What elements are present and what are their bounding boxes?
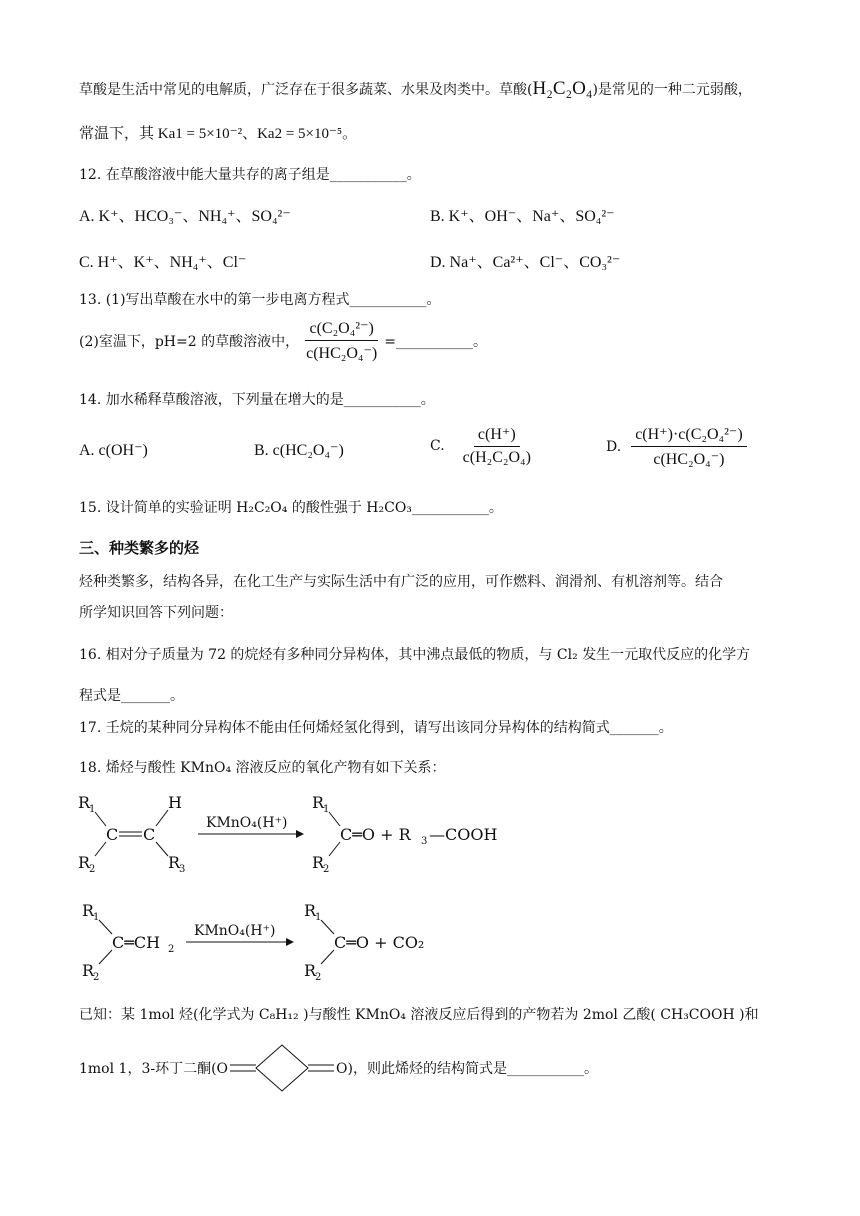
svg-text:R: R (304, 961, 317, 980)
svg-text:1: 1 (323, 804, 330, 815)
q14-option-b: B. c(HC₂O₄⁻) (254, 442, 344, 459)
reaction-1-scheme (74, 790, 514, 875)
q14-option-a: A. c(OH⁻) (79, 442, 148, 459)
section-title: 三、种类繁多的烃 (79, 539, 200, 557)
q16-line2: 程式是_______。 (79, 688, 184, 704)
q12-option-a: A. K⁺、HCO₃⁻、NH₄⁺、SO₄²⁻ (79, 208, 291, 225)
svg-text:R: R (304, 901, 317, 920)
c2-label: C (143, 825, 156, 844)
q14-d-den: c(HC₂O₄⁻) (653, 451, 725, 468)
r3-label: R (168, 853, 181, 872)
r2-reagent: KMnO₄(H⁺) (194, 923, 276, 939)
q13-numerator: c(C₂O₄²⁻) (305, 318, 377, 341)
q17-stem: 17. 壬烷的某种同分异构体不能由任何烯烃氢化得到，请写出该同分异构体的结构简式_______。 (79, 720, 673, 736)
q13-part2 (79, 318, 487, 363)
c1-label: C (106, 825, 119, 844)
q18-known-2b: O)，则此烯烃的结构简式是___________。 (336, 1061, 598, 1077)
svg-text:R: R (82, 961, 95, 980)
h-label: H (168, 793, 182, 812)
q14-c-den: c(H₂C₂O₄) (462, 449, 531, 466)
cyclobutanedione-structure (230, 1043, 334, 1093)
q18-stem: 18. 烯烃与酸性 KMnO₄ 溶液反应的氧化产物有如下关系： (79, 760, 446, 776)
q18-known-1: 已知：某 1mol 烃(化学式为 C₈H₁₂ )与酸性 KMnO₄ 溶液反应后得到的产物若为 2mol 乙酸( CH₃COOH )和 (79, 1007, 759, 1023)
q13-part1: 13. (1)写出草酸在水中的第一步电离方程式___________。 (79, 292, 441, 308)
q12-option-b: B. K⁺、OH⁻、Na⁺、SO₄²⁻ (430, 208, 615, 225)
svg-text:1: 1 (93, 912, 100, 923)
svg-text:3: 3 (179, 864, 186, 875)
intro-text-a: 草酸是生活中常见的电解质，广泛存在于很多蔬菜、水果及肉类中。草酸( (79, 82, 533, 98)
r1-label: R (78, 793, 91, 812)
svg-text:R: R (312, 793, 325, 812)
svg-text:2: 2 (93, 972, 100, 983)
q18-known-2 (79, 1043, 598, 1093)
svg-text:2: 2 (89, 864, 96, 875)
r2-product: C═O + CO₂ (334, 933, 425, 952)
reaction-2-group (82, 901, 424, 983)
r1-cooh: —COOH (429, 825, 498, 844)
r2-alkene: C═CH (112, 933, 161, 952)
q14-option-c (430, 424, 538, 467)
q13-fraction (302, 318, 381, 363)
svg-text:1: 1 (315, 912, 322, 923)
q14-c-fraction (459, 424, 535, 467)
r2-label: R (78, 853, 91, 872)
svg-text:R: R (312, 853, 325, 872)
r1-reagent: KMnO₄(H⁺) (206, 815, 288, 831)
q12-option-c: C. H⁺、K⁺、NH₄⁺、Cl⁻ (79, 254, 247, 271)
svg-text:2: 2 (168, 944, 175, 955)
q12-option-d: D. Na⁺、Ca²⁺、Cl⁻、CO₃²⁻ (430, 254, 621, 271)
q12-stem: 12. 在草酸溶液中能大量共存的离子组是___________。 (79, 167, 421, 183)
reaction-2-scheme (74, 898, 474, 983)
section-intro-2: 所学知识回答下列问题： (79, 605, 233, 621)
q13-part2-text: (2)室温下，pH=2 的草酸溶液中， (79, 333, 300, 350)
q14-c-num: c(H⁺) (474, 424, 520, 447)
r1-product: C═O + R (340, 825, 411, 844)
section-intro-1: 烃种类繁多，结构各异，在化工生产与实际生活中有广泛的应用，可作燃料、润滑剂、有机溶剂等。结合 (79, 574, 723, 590)
intro-text-b: )是常见的一种二元弱酸， (592, 82, 752, 98)
q14-stem: 14. 加水稀释草酸溶液，下列量在增大的是___________。 (79, 392, 435, 408)
q14-option-d (606, 424, 750, 469)
reaction-1-group (78, 793, 497, 875)
svg-text:3: 3 (421, 836, 428, 847)
q13-blank: =___________。 (384, 333, 487, 350)
svg-text:R: R (82, 901, 95, 920)
svg-text:1: 1 (89, 804, 96, 815)
intro-line1 (79, 78, 752, 100)
svg-text:2: 2 (315, 972, 322, 983)
q14-d-num: c(H⁺)·c(C₂O₄²⁻) (631, 424, 746, 447)
intro-line2: 常温下，其 Ka1 = 5×10⁻²、Ka2 = 5×10⁻⁵。 (79, 126, 358, 142)
q13-denominator: c(HC₂O₄⁻) (306, 345, 378, 362)
q14-d-fraction (631, 424, 746, 469)
q15-stem: 15. 设计简单的实验证明 H₂C₂O₄ 的酸性强于 H₂CO₃___________。 (79, 500, 503, 516)
q14-c-label: C. (430, 437, 445, 454)
q18-known-2a: 1mol 1，3-环丁二酮(O (79, 1061, 229, 1077)
oxalic-formula: H₂C₂O₄ (532, 78, 593, 99)
svg-text:2: 2 (323, 864, 330, 875)
q14-d-label: D. (606, 438, 622, 455)
q16-line1: 16. 相对分子质量为 72 的烷烃有多种同分异构体，其中沸点最低的物质，与 Cl₂ 发生一元取代反应的化学方 (79, 647, 751, 663)
